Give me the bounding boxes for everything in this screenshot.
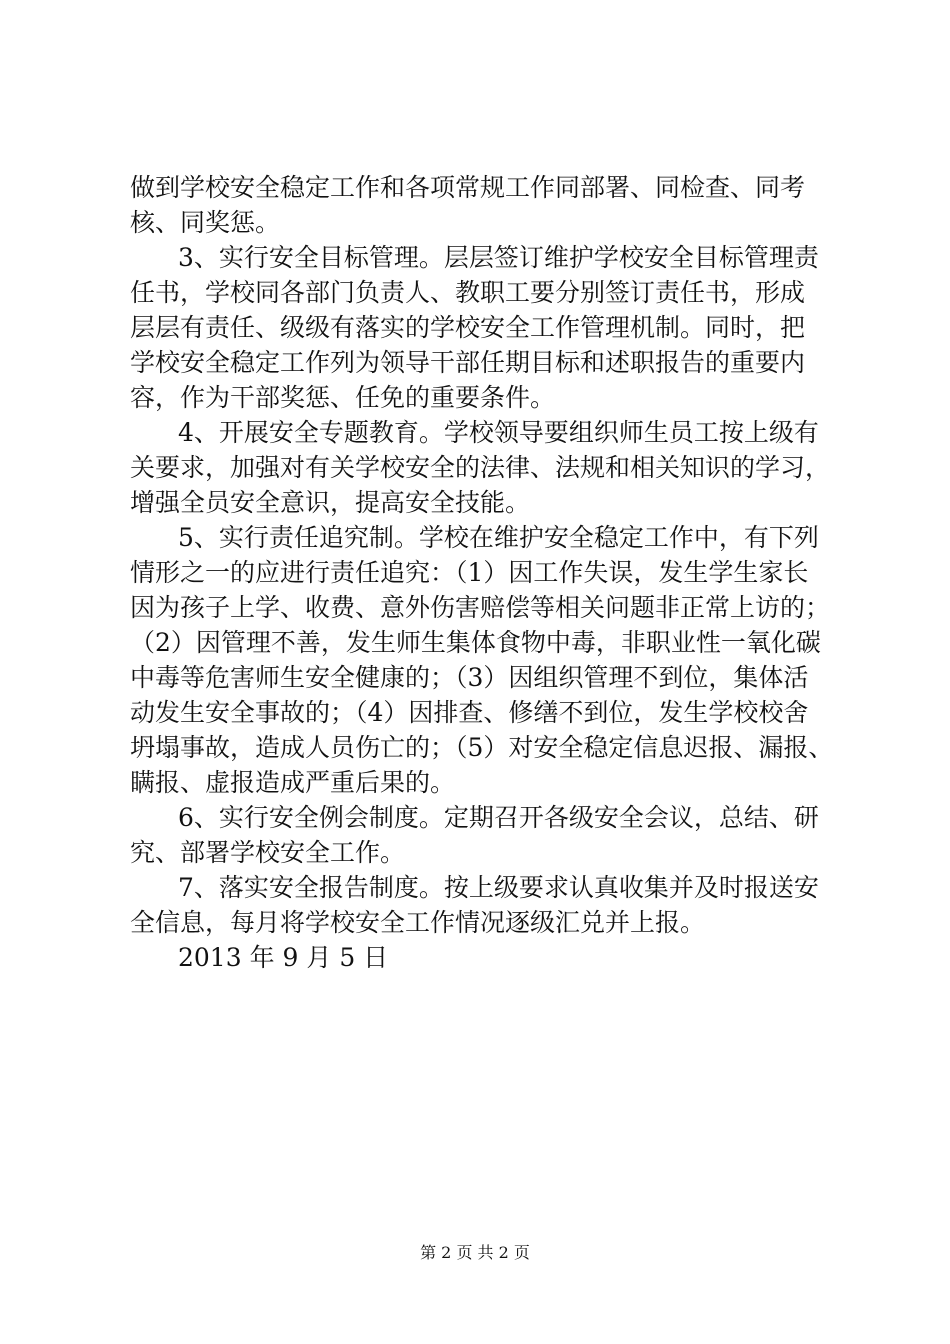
- text-line: 学校安全稳定工作列为领导干部任期目标和述职报告的重要内: [130, 348, 806, 377]
- text-line: 层层有责任、级级有落实的学校安全工作管理机制。同时，把: [130, 313, 806, 342]
- text-line: 中毒等危害师生安全健康的；（3）因组织管理不到位，集体活: [130, 663, 809, 692]
- paragraph-start-line: 5、实行责任追究制。学校在维护安全稳定工作中，有下列: [178, 523, 819, 552]
- text-line: 任书，学校同各部门负责人、教职工要分别签订责任书，形成: [130, 278, 806, 307]
- text-line: 做到学校安全稳定工作和各项常规工作同部署、同检查、同考: [130, 173, 806, 202]
- document-date: 2013 年 9 月 5 日: [178, 943, 389, 972]
- text-line: 增强全员安全意识，提高安全技能。: [130, 488, 531, 517]
- text-line: 因为孩子上学、收费、意外伤害赔偿等相关问题非正常上访的；: [130, 593, 831, 622]
- paragraph-start-line: 4、开展安全专题教育。学校领导要组织师生员工按上级有: [178, 418, 819, 447]
- text-line: 瞒报、虚报造成严重后果的。: [130, 768, 456, 797]
- paragraph-start-line: 7、落实安全报告制度。按上级要求认真收集并及时报送安: [178, 873, 819, 902]
- text-line: 全信息，每月将学校安全工作情况逐级汇兑并上报。: [130, 908, 706, 937]
- text-line: （2）因管理不善，发生师生集体食物中毒，非职业性一氧化碳: [130, 628, 821, 657]
- text-line: 容，作为干部奖惩、任免的重要条件。: [130, 383, 556, 412]
- paragraph-start-line: 3、实行安全目标管理。层层签订维护学校安全目标管理责: [178, 243, 819, 272]
- text-line: 究、部署学校安全工作。: [130, 838, 406, 867]
- text-line: 情形之一的应进行责任追究：（1）因工作失误，发生学生家长: [130, 558, 809, 587]
- page-number: 第 2 页 共 2 页: [420, 1243, 530, 1262]
- text-line: 核、同奖惩。: [130, 208, 281, 237]
- paragraph-start-line: 6、实行安全例会制度。定期召开各级安全会议，总结、研: [178, 803, 819, 832]
- text-line: 动发生安全事故的；（4）因排查、修缮不到位，发生学校校舍: [130, 698, 809, 727]
- text-line: 关要求，加强对有关学校安全的法律、法规和相关知识的学习，: [130, 453, 831, 482]
- page-footer: [0, 1243, 950, 1263]
- text-line: 坍塌事故，造成人员伤亡的；（5）对安全稳定信息迟报、漏报、: [130, 733, 834, 762]
- document-body: [130, 170, 834, 975]
